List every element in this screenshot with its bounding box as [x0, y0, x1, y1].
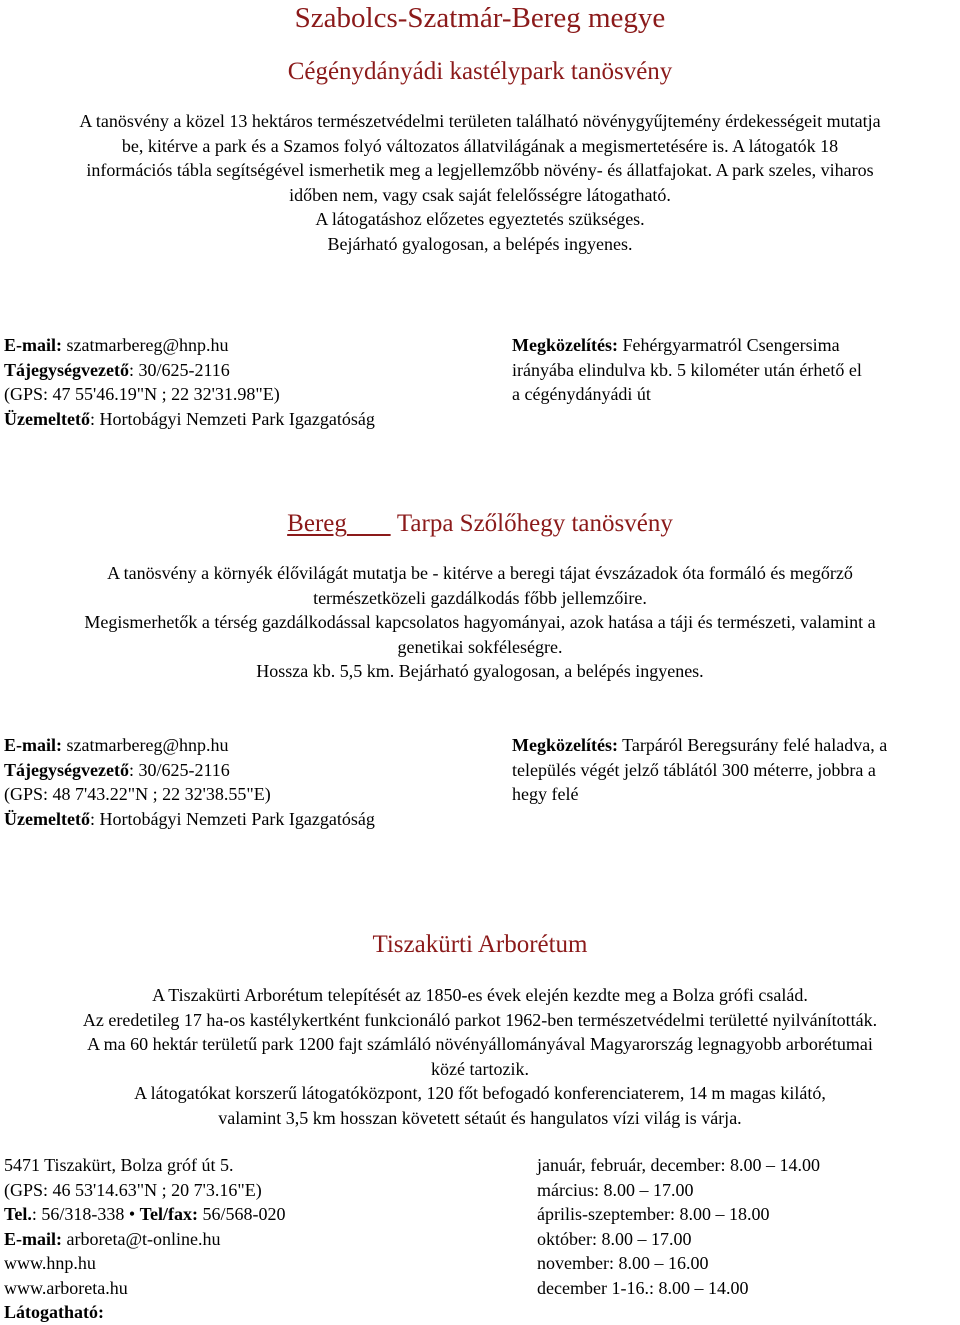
section-description — [0, 561, 960, 684]
description-line: Hossza kb. 5,5 km. Bejárható gyalogosan, a belépés ingyenes. — [256, 661, 704, 681]
approach-label: Megközelítés: — [512, 335, 618, 355]
title-part-rest: Tarpa Szőlőhegy tanösvény — [396, 510, 673, 537]
hours-line: március: 8.00 – 17.00 — [537, 1179, 694, 1200]
guide-label: Tájegységvezető — [4, 759, 129, 780]
page-title: Szabolcs-Szatmár-Bereg megye — [294, 2, 666, 34]
approach-label: Megközelítés: — [512, 735, 618, 755]
hours-line: január, február, december: 8.00 – 14.00 — [537, 1155, 820, 1175]
description-line: közé tartozik. — [431, 1058, 529, 1079]
description-line: Megismerhetők a térség gazdálkodással kapcsolatos hagyományai, azok hatása a táji és természeti, valamint a — [84, 612, 876, 632]
description-line: A Tiszakürti Arborétum telepítését az 1850-es évek elején kezdte meg a Bolza grófi család. — [152, 985, 808, 1005]
description-line: Az eredetileg 17 ha-os kastélykertként funkcionáló parkot 1962-ben természetvédelmi területté nyilvánították. — [82, 1009, 878, 1030]
approach-line: hegy felé — [512, 784, 579, 804]
hours-line: november: 8.00 – 16.00 — [537, 1253, 709, 1273]
hours-line: október: 8.00 – 17.00 — [537, 1228, 692, 1249]
description-line: genetikai sokféleségre. — [397, 636, 563, 657]
approach-line: Fehérgyarmatról Csengersima — [622, 335, 840, 355]
opening-hours — [537, 1153, 957, 1300]
approach-line: Tarpáról Beregsurány felé haladva, a — [622, 735, 888, 755]
gps-coordinates: (GPS: 46 53'14.63"N ; 20 7'3.16"E) — [4, 1179, 262, 1200]
section-title-tarpa — [0, 509, 960, 539]
approach-line: irányába elindulva kb. 5 kilométer után érhető el — [512, 359, 862, 380]
description-line: információs tábla segítségével ismerhetik meg a legjellemzőbb növény- és állatfajokat. A park szeles, viharos — [86, 160, 874, 180]
description-line: valamint 3,5 km hosszan követett sétaút és hangulatos vízi világ is várja. — [218, 1107, 742, 1128]
operator-value: : Hortobágyi Nemzeti Park Igazgatóság — [89, 808, 375, 829]
bullet-separator: • — [128, 1204, 136, 1224]
email-value[interactable]: szatmarbereg@hnp.hu — [66, 735, 229, 755]
section-description — [0, 983, 960, 1130]
guide-phone: : 30/625-2116 — [128, 759, 230, 780]
email-label: E-mail: — [4, 1228, 62, 1249]
arboretum-contact-block — [4, 1153, 504, 1325]
email-value[interactable]: szatmarbereg@hnp.hu — [66, 335, 229, 355]
approach-line: település végét jelző táblától 300 méterre, jobbra a — [512, 759, 876, 780]
hours-line: december 1-16.: 8.00 – 14.00 — [537, 1277, 749, 1298]
tel-value: : 56/318-338 — [31, 1204, 129, 1224]
section-description — [0, 109, 960, 256]
hours-line: április-szeptember: 8.00 – 18.00 — [537, 1204, 770, 1224]
approach-block — [512, 333, 956, 407]
description-line: Bejárható gyalogosan, a belépés ingyenes. — [327, 233, 633, 254]
guide-phone: : 30/625-2116 — [128, 359, 230, 380]
email-value[interactable]: arboreta@t-online.hu — [62, 1228, 221, 1249]
description-line: A látogatókat korszerű látogatóközpont, 120 főt befogadó konferenciaterem, 14 m magas kilátó, — [134, 1083, 826, 1103]
operator-value: : Hortobágyi Nemzeti Park Igazgatóság — [89, 408, 375, 429]
contact-block — [4, 733, 474, 831]
section-title-tiszakurt: Tiszakürti Arborétum — [372, 931, 588, 958]
approach-block — [512, 733, 957, 807]
email-label: E-mail: — [4, 735, 62, 755]
operator-label: Üzemeltető — [4, 408, 90, 429]
section-title-cegenydanyad: Cégénydányádi kastélypark tanösvény — [287, 58, 673, 85]
description-line: természetközeli gazdálkodás főbb jellemzőire. — [313, 587, 647, 608]
approach-line: a cégénydányádi út — [512, 384, 651, 404]
description-line: A látogatáshoz előzetes egyeztetés szükséges. — [315, 209, 645, 229]
website-link[interactable]: www.hnp.hu — [4, 1253, 96, 1273]
description-line: A ma 60 hektár területű park 1200 fajt számláló növényállományával Magyarország legnagyobb arborétumai — [87, 1034, 873, 1054]
gps-coordinates: (GPS: 48 7'43.22"N ; 22 32'38.55"E) — [4, 784, 271, 804]
description-line: A tanösvény a közel 13 hektáros természetvédelmi területen található növénygyűjtemény érdekességeit mutatja — [79, 111, 881, 131]
visit-label: Látogatható: — [4, 1302, 104, 1322]
description-line: időben nem, vagy csak saját felelősségre látogatható. — [289, 184, 671, 205]
website-link[interactable]: www.arboreta.hu — [4, 1277, 128, 1298]
description-line: be, kitérve a park és a Szamos folyó változatos állatvilágának a megismertetésére is. A látogatók 18 — [121, 135, 839, 156]
telfax-value: 56/568-020 — [198, 1204, 286, 1224]
telfax-label: Tel/fax: — [139, 1204, 198, 1224]
operator-label: Üzemeltető — [4, 808, 90, 829]
guide-label: Tájegységvezető — [4, 359, 129, 380]
contact-block — [4, 333, 474, 431]
title-part-bereg: Bereg — [287, 510, 347, 537]
address: 5471 Tiszakürt, Bolza gróf út 5. — [4, 1155, 234, 1175]
gps-coordinates: (GPS: 47 55'46.19"N ; 22 32'31.98"E) — [4, 384, 280, 404]
tel-label: Tel. — [4, 1204, 32, 1224]
email-label: E-mail: — [4, 335, 62, 355]
description-line: A tanösvény a környék élővilágát mutatja be - kitérve a beregi tájat évszázadok óta formáló és megőrző — [107, 563, 853, 583]
